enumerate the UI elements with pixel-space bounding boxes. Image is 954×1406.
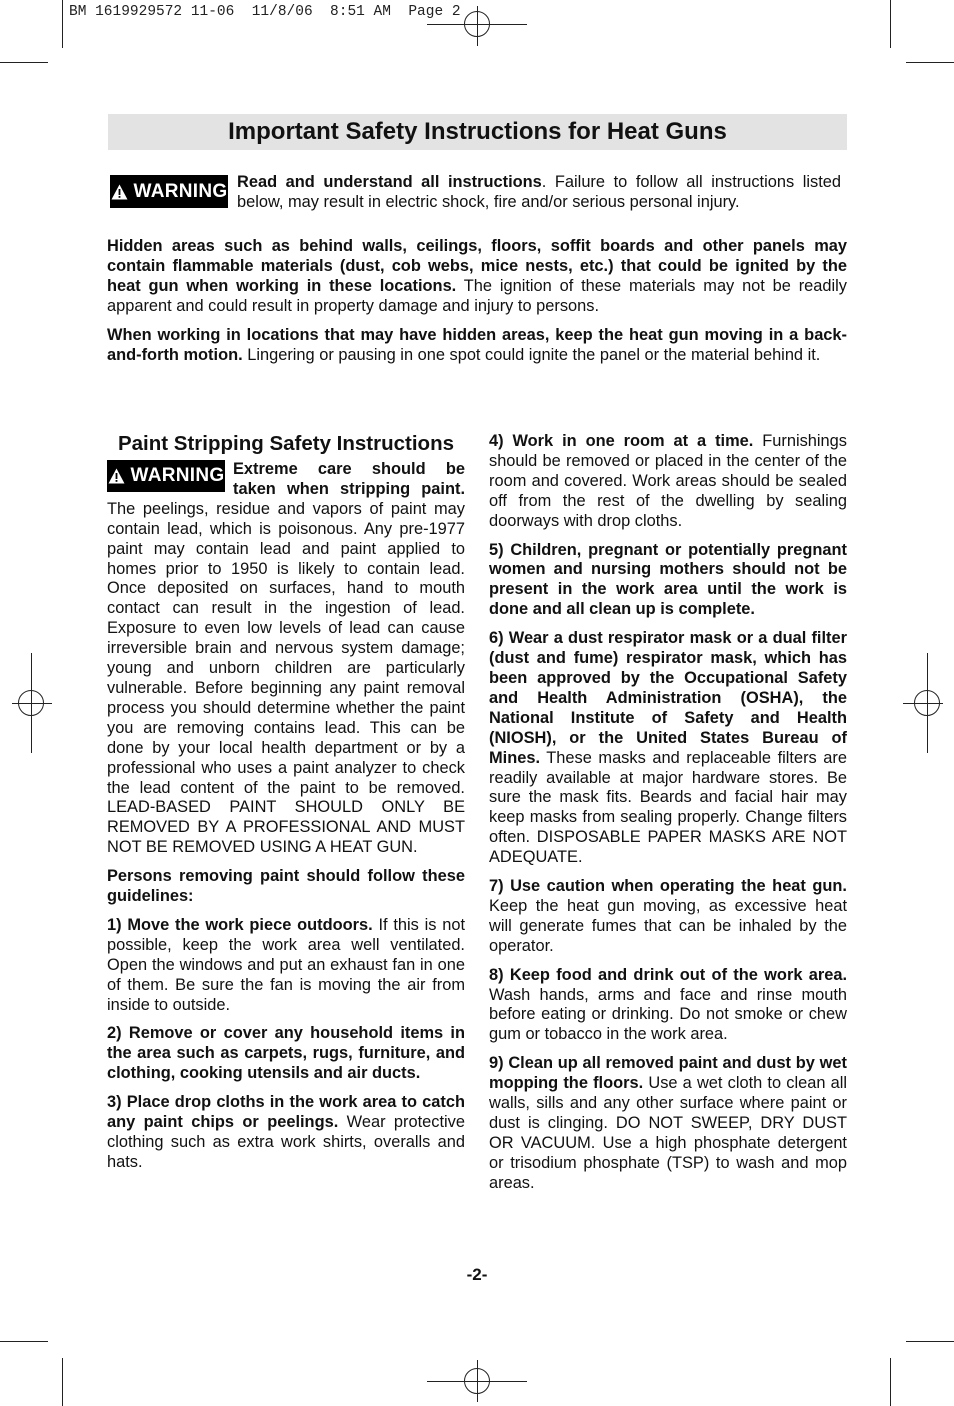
warning-label: WARNING [133,180,228,202]
page-title: Important Safety Instructions for Heat Guns [228,118,727,145]
section-title: Paint Stripping Safety Instructions [117,432,454,455]
paint-intro-body: The peelings, residue and vapors of paint may contain lead, which is poisonous. Any pre-1977 paint may contain lead and paint applied to homes prior to 1950 is likely to contain lead. Once deposited on surfaces, hand to mouth contact can result in the ingestion of lead. Exposure to even low levels of lead can cause irreversible brain and nervous system damage; young and unborn children are particularly vulnerable. Before beginning any paint removal process you should determine whether the paint you are removing contains lead. This can be done by your local health department or by a professional who uses a paint analyzer to check the lead content of the paint to be removed. LEAD-BASED PAINT SHOULD ONLY BE REMOVED BY A PROFESSIONAL AND MUST NOT BE REMOVED USING A HEAT GUN. [107,499,465,857]
crop-mark [906,1341,954,1342]
crop-mark [62,1358,63,1406]
list-item: 1) Move the work piece outdoors. If this is not possible, keep the work area well ventilated. Open the windows and put an exhaust fan in one of them. Be sure the fan is moving the air from inside to outside. [107,915,466,1014]
general-paragraph-2 [107,326,847,366]
top-warning-bold: Read and understand all instructions [237,173,542,191]
para1-bold: Hidden areas such as behind walls, ceilings, floors, soffit boards and other panels may contain flammable materials (dust, cob webs, mice nests, etc.) that could be ignited by the heat gun when working in these locations. [107,237,847,295]
right-column [489,432,847,1203]
list-item: 9) Clean up all removed paint and dust by wet mopping the floors. Use a wet cloth to clean all walls, sills and any other surface where paint or dust is clinging. DO NOT SWEEP, DRY DUST OR VACUUM. Use a high phosphate detergent or trisodium phosphate (TSP) to wash and mop areas. [489,1054,848,1192]
paint-intro-bold: Extreme care should be taken when stripping paint. [233,460,465,498]
crop-mark [906,62,954,63]
list-item: 8) Keep food and drink out of the work area. Wash hands, arms and face and rinse mouth before eating or drinking. Do not smoke or chew gum or tobacco in the work area. [489,965,847,1044]
warning-label: WARNING [130,465,225,486]
left-column [107,432,465,1182]
para1-body: The ignition of these materials may not be readily apparent and could result in property damage and injury to persons. [107,276,847,315]
crop-mark [0,1341,48,1342]
warning-badge [110,175,228,208]
guidelines-heading: Persons removing paint should follow these guidelines: [107,867,465,906]
crop-mark [890,1358,891,1406]
list-item: 5) Children, pregnant or potentially pregnant women and nursing mothers should not be present in the work area until the work is done and all clean up is complete. [489,540,847,619]
list-item: 7) Use caution when operating the heat gun. Keep the heat gun moving, as excessive heat will generate fumes that can be inhaled by the operator. [489,877,847,955]
list-item: 4) Work in one room at a time. Furnishings should be removed or placed in the center of the room and covered. Work areas should be sealed off from the rest of the dwelling by sealing doorways with drop cloths. [489,432,847,530]
top-warning-text [237,172,841,212]
print-slug: BM 1619929572 11-06 11/8/06 8:51 AM Page 2 [69,4,461,20]
warning-triangle-icon [111,184,128,200]
list-item: 3) Place drop cloths in the work area to catch any paint chips or peelings. Wear protective clothing such as extra work shirts, overalls and hats. [107,1093,465,1171]
crop-mark [890,0,891,48]
warning-triangle-icon [108,468,125,484]
para2-bold: When working in locations that may have hidden areas, keep the heat gun moving in a back-and-forth motion. [107,326,847,364]
list-item: 6) Wear a dust respirator mask or a dual filter (dust and fume) respirator mask, which has been approved by the Occupational Safety and Health Administration (OSHA), the National Institute of Safety and Health (NIOSH), or the United States Bureau of Mines. These masks and replaceable filters are readily available at major hardware stores. Be sure the mask fits. Beards and facial hair may keep masks from sealing properly. Change filters often. DISPOSABLE PAPER MASKS ARE NOT ADEQUATE. [489,629,847,867]
crop-mark [62,0,63,48]
para2-body: Lingering or pausing in one spot could ignite the panel or the material behind it. [242,345,821,364]
crop-mark [0,62,48,63]
top-warning-body: . Failure to follow all instructions listed below, may result in electric shock, fire and/or serious personal injury. [237,173,841,211]
list-item: 2) Remove or cover any household items in the area such as carpets, rugs, furniture, and clothing, cooking utensils and air ducts. [107,1024,465,1083]
page-number: -2- [466,1265,488,1284]
paint-warning-badge [107,460,225,492]
title-band [108,114,847,150]
general-paragraph-1 [107,237,847,317]
